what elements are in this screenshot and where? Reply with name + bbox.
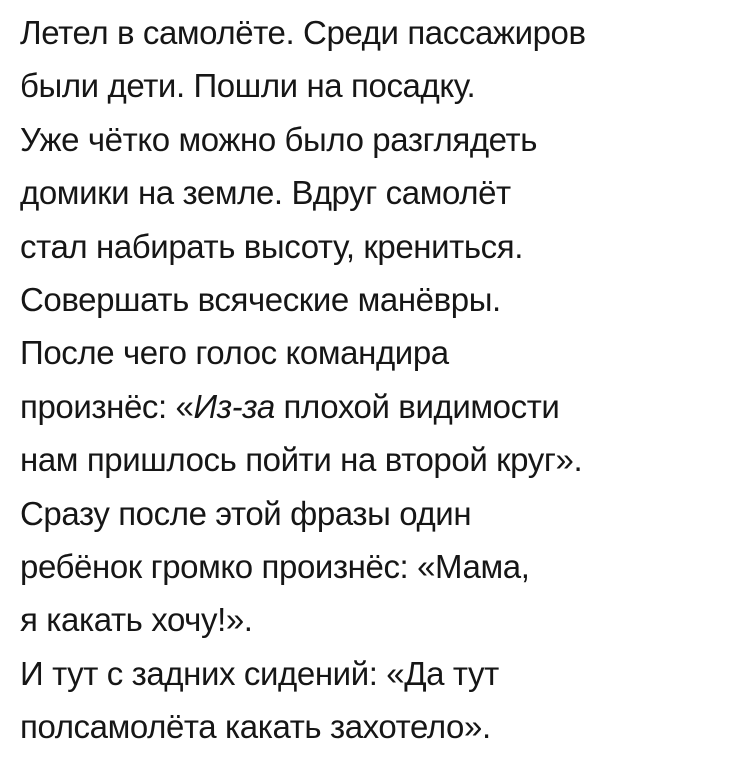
quote-prefix: произнёс: « (20, 387, 194, 425)
italic-word: Из-за (193, 387, 275, 425)
text-line: стал набирать высоту, крениться. (20, 227, 524, 265)
text-line: ребёнок громко произнёс: «Мама, (20, 548, 530, 586)
text-line: Летел в самолёте. Среди пассажиров (20, 14, 586, 51)
text-line-with-italic (20, 380, 722, 433)
text-line: нам пришлось пойти на второй круг». (20, 441, 583, 479)
text-line: После чего голос командира (20, 334, 449, 372)
text-line: И тут с задних сидений: «Да тут (20, 654, 499, 692)
text-line: я какать хочу!». (20, 601, 253, 639)
text-line: Уже чётко можно было разглядеть (20, 120, 538, 158)
text-line: полсамолёта какать захотело». (20, 708, 491, 746)
text-line: Совершать всяческие манёвры. (20, 281, 501, 319)
text-line: были дети. Пошли на посадку. (20, 67, 476, 105)
story-text-block (20, 6, 722, 754)
text-line: домики на земле. Вдруг самолёт (20, 174, 511, 212)
text-line: Сразу после этой фразы один (20, 494, 472, 532)
quote-suffix: плохой видимости (274, 387, 560, 425)
